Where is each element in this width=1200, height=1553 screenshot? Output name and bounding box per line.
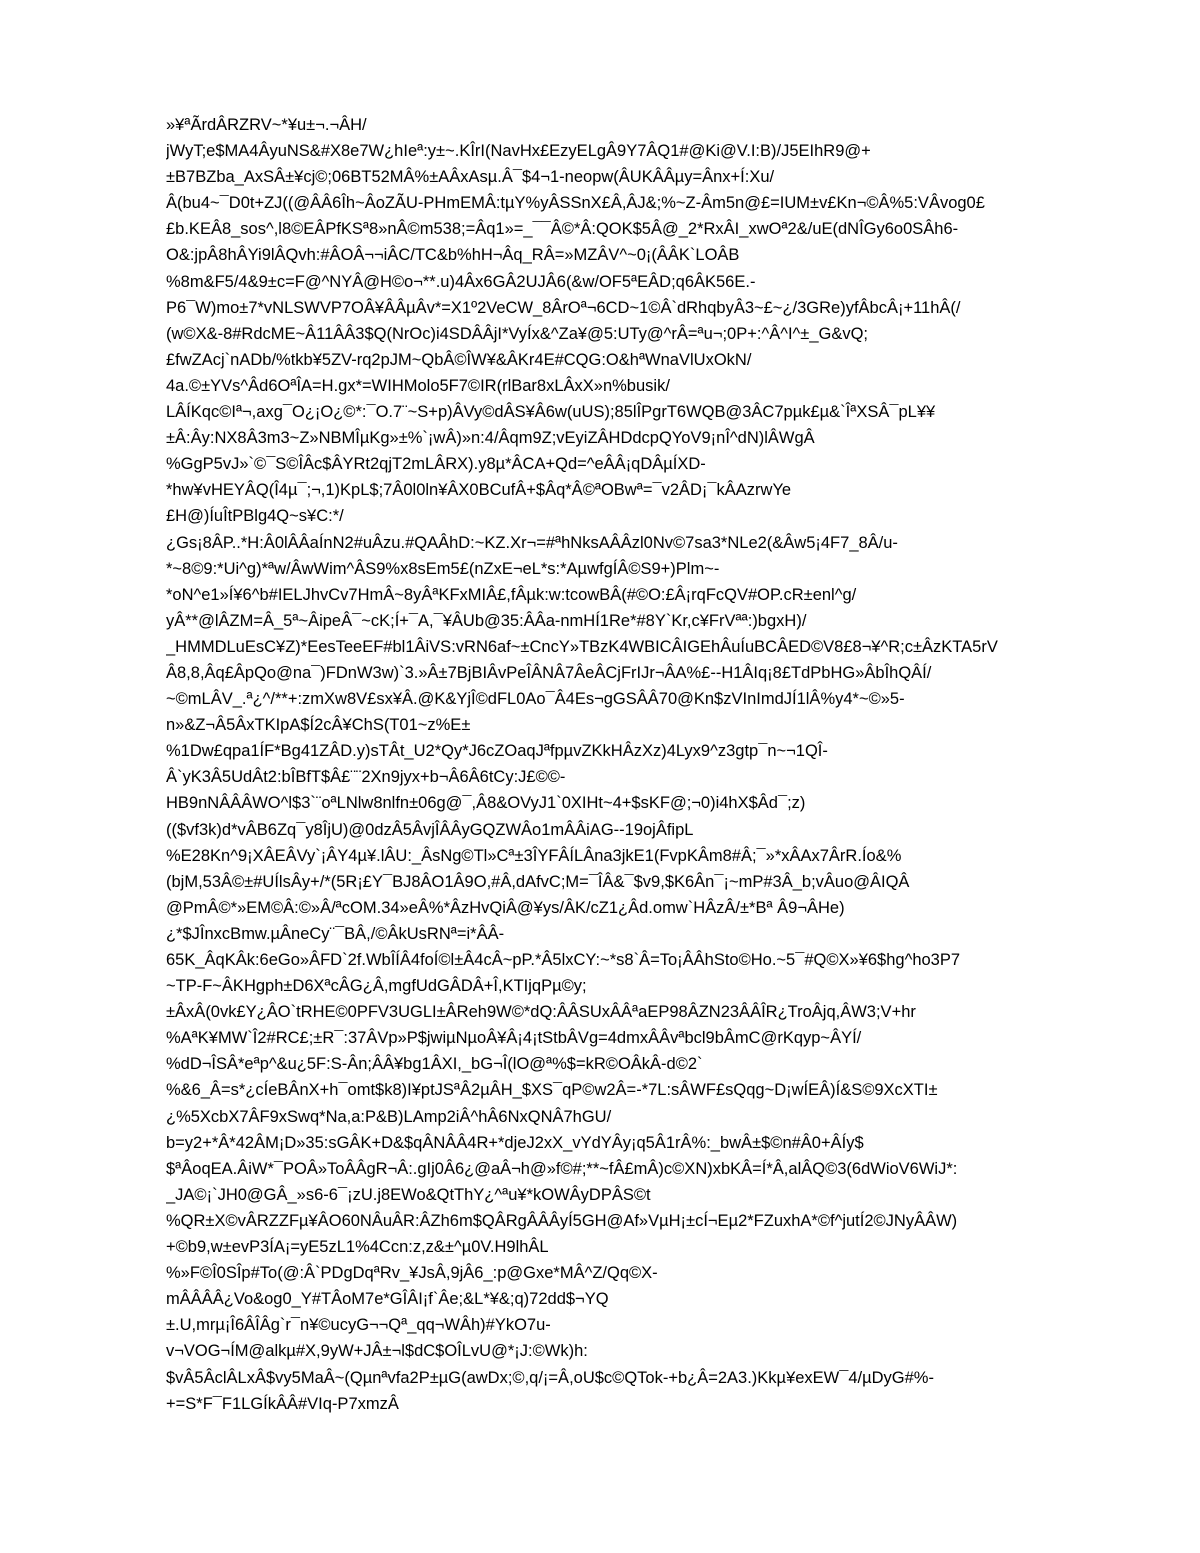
text-line: %8m&F5/4&9±c=F@^NYÂ@H©o¬**.u)4Âx6GÂ2UJÂ6(&w/OF5ªEÂD;q6ÂK56E.-: [166, 272, 756, 291]
text-line: »¥ªÃrdÂRZRV~*¥u±¬.¬ÂH/: [166, 116, 367, 134]
text-line: Â8,8,Âq£ÂpQo@na¯)FDnW3w)`3.»Â±7BjBIÂvPeÎÂNÂ7ÂeÂCjFrIJr¬ÂA%£--H1ÂIq¡8£TdPbHG»ÂbÎhQÂÍ/: [166, 663, 932, 682]
text-line: ~TP-F~ÂKHgph±D6XªcÂG¿Â,mgfUdGÂDÂ+Î,KTIjqPµ©y;: [166, 977, 587, 996]
text-line: *oN^e1»Í¥6^b#IELJhvCv7HmÂ~8yÂªKFxMIÂ£,fÂµk:w:tcowBÂ(#©O:£Â¡rqFcQV#OP.cR±enl^g/: [166, 585, 857, 604]
text-line: %&6_Â=s*¿cÍeBÂnX+h¯omt$k8)I¥ptJSªÂ2µÂH_$XS¯qP©w2Â=-*7L:sÂWF£sQqg~D¡wÍEÂ)Í&S©9XcXTI±: [166, 1081, 938, 1100]
text-line: (w©X&-8#RdcME~Â11ÂÂ3$Q(NrOc)i4SDÂÂjI*VyÍx&^Za¥@5:UTy@^rÂ=ªu¬;0P+:^Â^I^±_G&vQ;: [166, 324, 869, 343]
text-line: %dD¬ÎSÂ*eªp^&u¿5F:S-Ân;ÂÂ¥bg1ÂXI,_bG¬Î(lO@ª%$=kR©OÂkÂ-d©2`: [166, 1055, 703, 1074]
text-line: £b.KEÂ8_sos^,l8©EÂPfKSª8»nÂ©m538;=Âq1»=_¯¯Â©*Â:QOK$5Â@_2*RxÂI_xwOª2&/uE(dNÎGy6o0SÂh6-: [166, 220, 959, 239]
text-line: ¿%5XcbX7ÂF9xSwq*Na,a:P&B)LAmp2iÂ^hÂ6NxQNÂ7hGU/: [166, 1107, 612, 1126]
text-line: £H@)ÍuÎtPBlg4Q~s¥C:*/: [166, 507, 344, 526]
text-line: v¬VOG¬ÍM@alkµ#X,9yW+JÂ±¬l$dC$OÎLvU@*¡J:©Wk)h:: [166, 1342, 588, 1361]
text-line: _HMMDLuEsC¥Z)*EesTeeEF#bl1ÂiVS:vRN6af~±CncY»TBzK4WBICÂIGEhÂuÍuBCÂED©V8£8¬¥^R;c±ÂzKTA5rV: [166, 637, 998, 656]
text-line: ¿Gs¡8ÂP..*H:Â0lÂÂaÍnN2#uÂzu.#QAÂhD:~KZ.Xr¬=#ªhNksAÂÂzl0Nv©7sa3*NLe2(&Âw5¡4F7_8Â/u-: [166, 533, 898, 552]
text-line: @PmÂ©*»EM©Â:©»Â/ªcOM.34»eÂ%*ÂzHvQiÂ@¥ys/ÂK/cZ1¿Âd.omw`HÂzÂ/±*Bª Â9¬ÂHe): [166, 898, 845, 917]
text-line: $vÂ5ÂclÂLxÂ$vy5MaÂ~(Qµnªvfa2P±µG(awDx;©,q/¡=Â,oU$c©QTok-+b¿Â=2A3.)Kkµ¥exEW¯4/µDyG#%-: [166, 1368, 934, 1387]
text-line: *~8©9:*Ui^g)*ªw/ÂwWim^ÂS9%x8sEm5£(nZxE¬eL*s:*AµwfgÍÂ©S9+)Plm~-: [166, 559, 720, 578]
text-line: yÂ**@lÂZM=Â_5ª~ÂipeÂ¯~cK;Í+¯A,¯¥ÂUb@35:ÂÂa-nmHÍ1Re*#8Y`Kr,c¥FrVªª:)bgxH)/: [166, 611, 807, 630]
text-line: £fwZAcj`nADb/%tkb¥5ZV-rq2pJM~QbÂ©ÎW¥&ÂKr4E#CQG:O&hªWnaVlUxOkN/: [166, 350, 752, 369]
text-line: Â`yK3Â5UdÂt2:bÎBfT$Â£¨¨2Xn9jyx+b¬Â6Â6tCy:J£©©-: [166, 768, 566, 787]
text-line: O&:jpÂ8hÂYi9lÂQvh:#ÂOÂ¬¬iÂC/TC&b%hH¬Âq_RÂ=»MZÂV^~0¡(ÂÂK`LOÂB: [166, 246, 740, 265]
text-line: jWyT;e$MA4ÂyuNS&#X8e7W¿hIeª:y±~.KÎrI(NavHx£EzyELgÂ9Y7ÂQ1#@Ki@V.I:B)/J5EIhR9@+: [166, 142, 871, 161]
text-line: HB9nNÂÂÂWO^l$3`¨oªLNlw8nlfn±06g@¯,Â8&OVyJ1`0XIHt~4+$sKF@;¬0)i4hX$Âd¯;z): [166, 794, 806, 813]
text-line: ±Â:Ây:NX8Â3m3~Z»NBMÎµKg»±%`¡wÂ)»n:4/Âqm9Z;vEyiZÂHDdcpQYoV9¡nÎ^dN)lÂWgÂ: [166, 429, 815, 448]
text-line: ±.U,mrµ¡Î6ÂÎÂg`r¯n¥©ucyG¬¬Qª_qq¬WÂh)#YkO7u-: [166, 1316, 551, 1335]
text-line: 4a.©±YVs^Âd6OªÎA=H.gx*=WIHMolo5F7©IR(rlBar8xLÂxX»n%busik/: [166, 376, 670, 395]
text-line: %»F©Î0SÎp#To(@:Â`PDgDqªRv_¥JsÂ,9jÂ6_:p@Gxe*MÂ^Z/Qq©X-: [166, 1264, 658, 1283]
text-line: ±B7BZba_AxSÂ±¥cj©;06BT52MÂ%±AÂxAsµ.Â¯$4¬1-neopw(ÂUKÂÂµy=Ânx+Í:Xu/: [166, 168, 775, 187]
text-line: mÂÂÂÂ¿Vo&og0_Y#TÂoM7e*GÎÂI¡f`Âe;&L*¥&;q)72dd$¬YQ: [166, 1290, 609, 1309]
text-line: ¿*$JÎnxcBmw.µÂneCy¨¯BÂ,/©ÂkUsRNª=i*ÂÂ-: [166, 924, 505, 943]
text-line: LÂÍKqc©Iª¬,axg¯O¿¡O¿©*:¯O.7¨~S+p)ÂVy©dÂS¥Â6w(uUS);85lÎPgrT6WQB@3ÂC7pµk£µ&`ÎªXSÂ¯pL¥¥: [166, 403, 936, 422]
text-line: _JA©¡`JH0@GÂ_»s6-6¯¡zU.j8EWo&QtThY¿^ªu¥*kOWÂyDPÂS©t: [166, 1185, 651, 1204]
text-line: (($vf3k)d*vÂB6Zq¯y8ÎjU)@0dzÂ5ÂvjÎÂÂyGQZWÂo1mÂÂiAG--19ojÂfipL: [166, 820, 694, 839]
text-line: %QR±X©vÂRZZFµ¥ÂO60NÂuÂR:ÂZh6m$QÂRgÂÂÂyÍ5GH@Af»VµH¡±cÍ¬Eµ2*FZuxhA*©f^jutÍ2©JNyÂÂW): [166, 1211, 958, 1230]
text-line: %1Dw£qpa1ÍF*Bg41ZÂD.y)sTÂt_U2*Qy*J6cZOaqJªfpµvZKkHÂzXz)4Lyx9^z3gtp¯n~¬1QÎ-: [166, 742, 828, 761]
text-line: %E28Kn^9¡XÂEÂVy`¡ÂY4µ¥.lÂU:_ÂsNg©Tl»Cª±3ÎYFÂÍLÂna3jkE1(FvpKÂm8#Â;¯»*xÂAx7ÂrR.Ío&%: [166, 846, 902, 865]
text-line: $ªÂoqEA.ÂiW*¯POÂ»ToÂÂgR¬Â:.gIj0Â6¿@aÂ¬h@»f©#;**~fÂ£mÂ)c©XN)xbKÂ=Í*Â,alÂQ©3(6dWioV6WiJ*:: [166, 1159, 958, 1178]
text-line: +©b9,w±evP3ÍA¡=yE5zL1%4Ccn:z,z&±^µ0V.H9lhÂL: [166, 1238, 549, 1257]
text-line: %GgP5vJ»`©¯S©ÎÂc$ÂYRt2qjT2mLÂRX).y8µ*ÂCA+Qd=^eÂÂ¡qDÂµÍXD-: [166, 455, 706, 474]
text-line: %AªK¥MW`Î2#RC£;±R¯:37ÂVp»P$jwiµNµoÂ¥Â¡4¡tStbÂVg=4dmxÂÂvªbcl9bÂmC@rKqyp~ÂYÍ/: [166, 1029, 862, 1048]
text-line: ±ÂxÂ(0vk£Y¿ÂO`tRHE©0PFV3UGLI±ÂReh9W©*dQ:ÂÂSUxÂÂªaEP98ÂZN23ÂÂÎR¿TroÂjq,ÂW3;V+hr: [166, 1003, 916, 1022]
text-line: P6¯W)mo±7*vNLSWVP7OÂ¥ÂÂµÂv*=X1º2VeCW_8ÂrOª¬6CD~1©Â`dRhqbyÂ3~£~¿/3GRe)yfÂbcÂ¡+11hÂ(/: [166, 298, 961, 317]
text-line: (bjM,53Â©±#UÍlsÂy+/*(5R¡£Y¯BJ8ÂO1Â9O,#Â,dAfvC;M=¯ÎÂ&¯$v9,$K6Ân¯¡~mP#3Â_b;vÂuo@ÂIQÂ: [166, 872, 910, 891]
text-line: b=y2+*Â*42ÂM¡D»35:sGÂK+D&$qÂNÂÂ4R+*djeJ2xX_vYdYÂy¡q5Â1rÂ%:_bwÂ±$©n#Â0+ÂÍy$: [166, 1133, 864, 1152]
text-line: 65K_ÂqKÂk:6eGo»ÂFD`2f.WbÎÍÂ4foÍ©l±Â4cÂ~pP.*Â5lxCY:~*s8`Â=To¡ÂÂhSto©Ho.~5¯#Q©X»¥6$hg^ho3P7: [166, 951, 961, 969]
text-line: n»&Z¬Â5ÂxTKIpA$Í2cÂ¥ChS(T01~z%E±: [166, 716, 471, 735]
text-line: Â(bu4~¯D0t+ZJ((@ÂÂ6Îh~ÂoZÃU-PHmEMÂ:tµY%yÂSSnX£Â,ÂJ&;%~Z-Âm5n@£=IUM±v£Kn¬©Â%5:VÂvog0£: [166, 194, 985, 213]
text-line: ~©mLÂV_.ª¿^/**+:zmXw8V£sx¥Â.@K&YjÎ©dFL0Ao¯Â4Es¬gGSÂÂ70@Kn$zVInImdJÍ1lÂ%y4*~©»5-: [166, 690, 905, 709]
text-line: +=S*F¯F1LGÍkÂÂ#VIq-P7xmzÂ: [166, 1394, 399, 1413]
body-text: [166, 112, 1146, 1417]
text-line: *hw¥vHEYÂQ(Î4µ¯;¬,1)KpL$;7Â0l0ln¥ÂX0BCufÂ+$Âq*Â©ªOBwª=¯v2ÂD¡¯kÂAzrwYe: [166, 481, 792, 500]
